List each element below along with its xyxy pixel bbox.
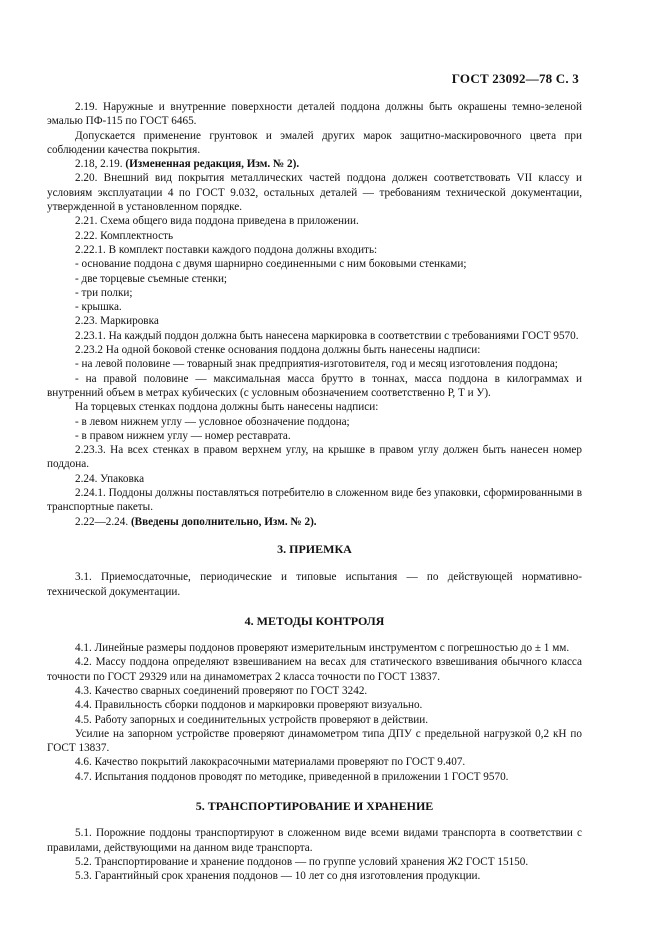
paragraph: Усилие на запорном устройстве проверяют динамометром типа ДПУ с предельной нагрузкой 0,2 кН по ГОСТ 13837. <box>47 727 582 755</box>
paragraph: 4.3. Качество сварных соединений проверяют по ГОСТ 3242. <box>75 684 368 697</box>
section-2-paragraphs <box>47 100 582 529</box>
list-item: - основание поддона с двумя шарнирно соединенными с ним боковыми стенками; <box>75 258 467 271</box>
list-item: - на левой половине — товарный знак предприятия-изготовителя, год и месяц изготовления поддона; <box>75 358 558 371</box>
paragraph: На торцевых стенках поддона должны быть нанесены надписи: <box>75 401 379 414</box>
paragraph-prefix: 2.18, 2.19. <box>75 158 126 171</box>
paragraph-prefix: 2.22—2.24. <box>75 515 131 528</box>
section-4-title: 4. МЕТОДЫ КОНТРОЛЯ <box>244 613 385 628</box>
amendment-note: (Измененная редакция, Изм. № 2). <box>125 158 300 171</box>
paragraph: 5.3. Гарантийный срок хранения поддонов — 10 лет со дня изготовления продукции. <box>75 870 481 883</box>
paragraph: 4.4. Правильность сборки поддонов и маркировки проверяют визуально. <box>75 699 423 712</box>
document-body <box>47 100 582 884</box>
paragraph: 2.23.3. На всех стенках в правом верхнем углу, на крышке в правом углу должен быть нанесен номер поддона. <box>47 444 582 471</box>
page-header: ГОСТ 23092—78 С. 3 <box>451 71 579 86</box>
section-3-title: 3. ПРИЕМКА <box>277 541 352 556</box>
paragraph: 4.5. Работу запорных и соединительных устройств проверяют в действии. <box>75 713 429 726</box>
paragraph: Допускается применение грунтовок и эмалей других марок защитно-маскировочного цвета при соблюдении качества покрытия. <box>47 129 582 156</box>
subsection-heading: 2.24. Упаковка <box>75 472 145 485</box>
paragraph: 2.22.1. В комплект поставки каждого поддона должны входить: <box>75 243 378 256</box>
list-item: - три полки; <box>75 286 133 299</box>
subsection-heading: 2.23. Маркировка <box>75 315 159 328</box>
paragraph: 3.1. Приемосдаточные, периодические и типовые испытания — по действующей нормативно-технической документации. <box>47 571 582 598</box>
paragraph: 2.23.2 На одной боковой стенке основания поддона должны быть нанесены надписи: <box>75 344 481 357</box>
list-item: - в правом нижнем углу — номер реставрата. <box>75 429 291 442</box>
section-5-title: 5. ТРАНСПОРТИРОВАНИЕ И ХРАНЕНИЕ <box>195 799 434 814</box>
paragraph: 2.24.1. Поддоны должны поставляться потребителю в сложенном виде без упаковки, сформированными в транспортные пакеты. <box>47 487 582 514</box>
paragraph: 2.20. Внешний вид покрытия металлических частей поддона должен соответствовать VII классу и условиям эксплуатации 4 по ГОСТ 9.032, остальных деталей — требованиям технической документации, утвержденной в установленном порядке. <box>47 172 582 214</box>
paragraph <box>47 515 582 529</box>
paragraph: 4.2. Массу поддона определяют взвешиванием на весах для статического взвешивания обычного класса точности по ГОСТ 29329 или на динамометрах 2 класса точности по ГОСТ 13837. <box>47 656 582 683</box>
amendment-note: (Введены дополнительно, Изм. № 2). <box>130 515 317 528</box>
list-item: - две торцевые съемные стенки; <box>75 272 228 285</box>
list-item: - в левом нижнем углу — условное обозначение поддона; <box>75 415 350 428</box>
paragraph: 5.2. Транспортирование и хранение поддонов — по группе условий хранения Ж2 ГОСТ 15150. <box>75 855 529 868</box>
subsection-heading: 2.22. Комплектность <box>75 229 174 242</box>
list-item: - крышка. <box>75 301 122 314</box>
paragraph: 4.1. Линейные размеры поддонов проверяют измерительным инструментом с погрешностью до ± 1 мм. <box>75 642 570 655</box>
paragraph <box>47 157 582 171</box>
paragraph: 4.6. Качество покрытий лакокрасочными материалами проверяют по ГОСТ 9.407. <box>75 756 466 769</box>
paragraph: 2.21. Схема общего вида поддона приведена в приложении. <box>75 215 359 228</box>
paragraph: 2.23.1. На каждый поддон должна быть нанесена маркировка в соответствии с требованиями ГОСТ 9570. <box>75 329 579 342</box>
paragraph: 2.19. Наружные и внутренние поверхности деталей поддона должны быть окрашены темно-зеленой эмалью ПФ-115 по ГОСТ 6465. <box>47 101 582 128</box>
paragraph: 4.7. Испытания поддонов проводят по методике, приведенной в приложении 1 ГОСТ 9570. <box>75 770 509 783</box>
list-item: - на правой половине — максимальная масса брутто в тоннах, масса поддона в килограммах и внутренний объем в метрах кубических (с условным обозначением соответственно Р, Т и У). <box>47 372 582 399</box>
paragraph: 5.1. Порожние поддоны транспортируют в сложенном виде всеми видами транспорта в соответствии с правилами, действующими на данном виде транспорта. <box>47 827 582 854</box>
